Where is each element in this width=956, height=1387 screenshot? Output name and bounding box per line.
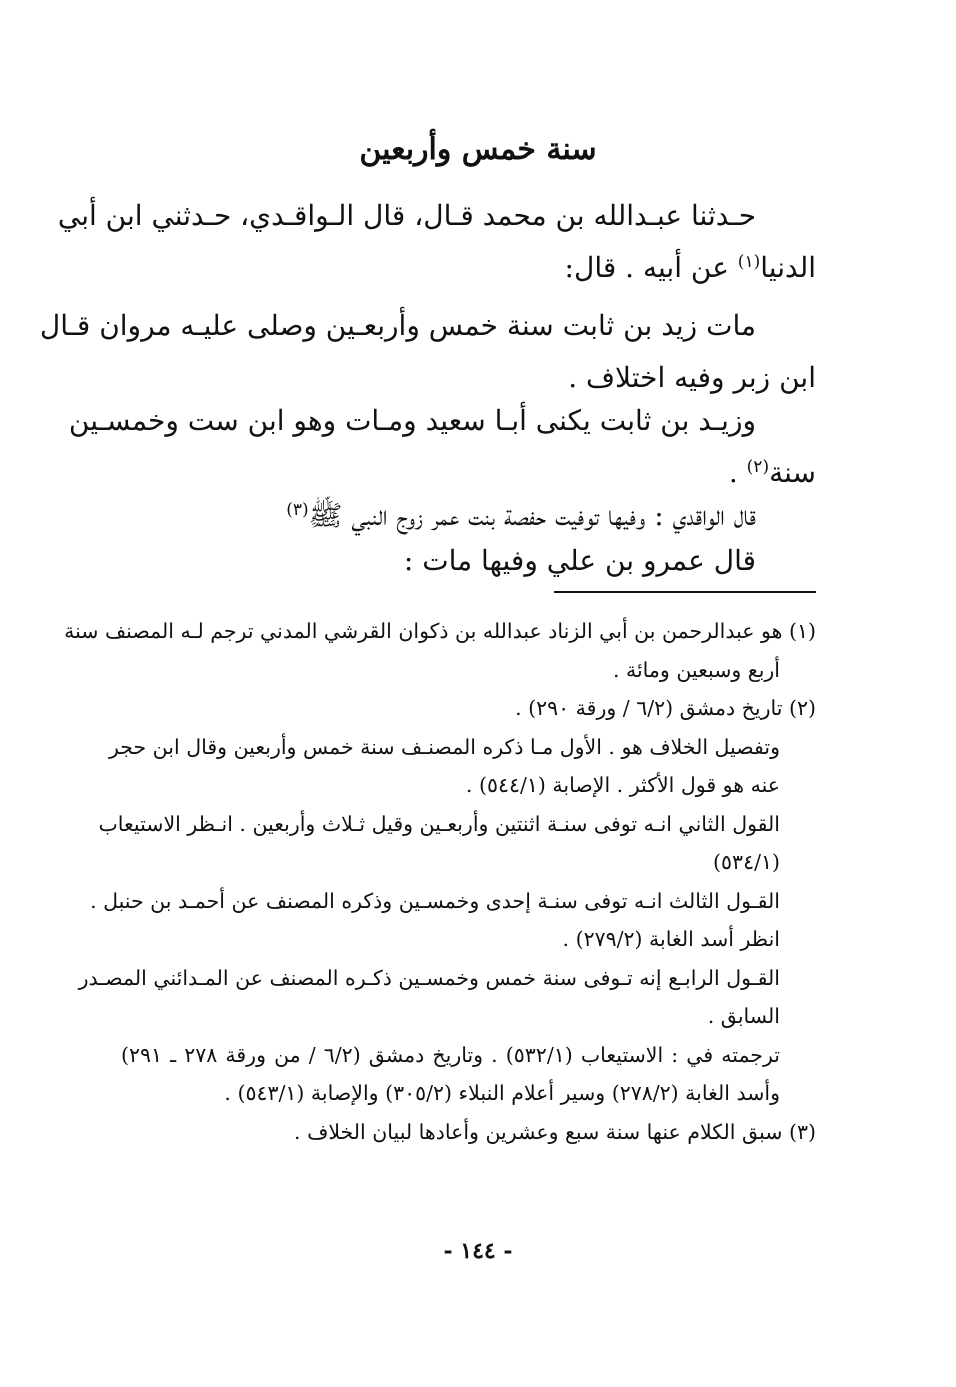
footnote-separator xyxy=(554,591,816,593)
paragraph-5-line-1: قال عمرو بن علي وفيها مات : xyxy=(403,544,756,577)
paragraph-2-line-2: ابن زبر وفيه اختلاف . xyxy=(568,361,816,394)
chapter-title: سنة خمس وأربعين xyxy=(359,132,597,167)
footnote-ref-1[interactable]: (١) xyxy=(737,252,761,272)
page-number: - ١٤٤ - xyxy=(443,1238,513,1264)
paragraph-1-line-1: حـدثنا عبـدالله بن محمد قـال، قال الـواقـدي، حـدثني ابن أبي xyxy=(57,199,756,232)
paragraph-2-line-1: مات زيد بن ثابت سنة خمس وأربعـين وصلى عليـه مروان قـال xyxy=(39,309,756,342)
footnote-ref-3[interactable]: (٣) xyxy=(286,500,309,520)
paragraph-1-line-2-end: عن أبيه . قال: xyxy=(564,251,738,284)
footnote-line: انظر أسد الغابة (٢٧٩/٢) . xyxy=(562,927,780,951)
footnote-line: (١) هو عبدالرحمن بن أبي الزناد عبدالله بن ذكوان القرشي المدني ترجم لـه المصنف سنة xyxy=(64,619,816,643)
paragraph-5 xyxy=(126,535,816,587)
footnote-line: ترجمته في : الاستيعاب (٥٣٢/١) . وتاريخ دمشق (٦/٢ / من ورقة ٢٧٨ ـ ٢٩١) xyxy=(121,1042,780,1067)
paragraph-3-line-1: وزيـد بن ثابت يكنى أبـا سعيد ومـات وهو ابن ست وخمسـين xyxy=(68,404,756,437)
footnote-line: القـول الرابـع إنه تـوفى سنة خمس وخمسـين ذكـره المصنف عن المـدائني المصـدر xyxy=(78,965,780,990)
footnote-line: وأسد الغابة (٢٧٨/٢) وسير أعلام النبلاء (٣٠٥/٢) والإصابة (٥٤٣/١) . xyxy=(224,1081,780,1105)
paragraph-1 xyxy=(57,190,816,294)
paragraph-3-line-2-start: سنة xyxy=(769,456,816,489)
footnote-line: (٥٣٤/١) xyxy=(713,850,780,874)
footnote-line: (٢) تاريخ دمشق (٦/٢ / ورقة ٢٩٠) . xyxy=(515,696,816,720)
paragraph-3 xyxy=(68,395,816,499)
paragraph-3-line-2-end: . xyxy=(728,456,747,489)
footnote-line: وتفصيل الخلاف هو . الأول مـا ذكره المصنـف سنة خمس وأربعين وقال ابن حجر xyxy=(108,734,780,759)
paragraph-1-line-2-start: الدنيا xyxy=(760,251,816,284)
footnotes xyxy=(64,612,816,1151)
paragraph-4-text: قال الواقدي : وفيها توفيت حفصة بنت عمر زوج النبي ﷺ xyxy=(308,499,756,532)
footnote-line: القول الثاني انـه توفى سنـة اثنتين وأربعـين وقيل ثـلاث وأربعين . انـظر الاستيعاب xyxy=(98,811,780,836)
paragraph-1-line-2 xyxy=(126,242,816,294)
footnote-ref-2[interactable]: (٢) xyxy=(746,457,770,477)
footnote-line: السابق . xyxy=(707,1004,780,1028)
footnote-line: عنه هو قول الأكثر . الإصابة (٥٤٤/١) . xyxy=(465,773,780,797)
footnote-line: القـول الثالث انـه توفى سنـة إحدى وخمسـين وذكره المصنف عن أحمـد بن حنبل . xyxy=(90,888,780,913)
footnote-line: (٣) سبق الكلام عنها سنة سبع وعشرين وأعادها لبيان الخلاف . xyxy=(294,1119,816,1144)
paragraph-2 xyxy=(39,300,816,404)
footnote-line: أربع وسبعين ومائة . xyxy=(612,657,780,682)
